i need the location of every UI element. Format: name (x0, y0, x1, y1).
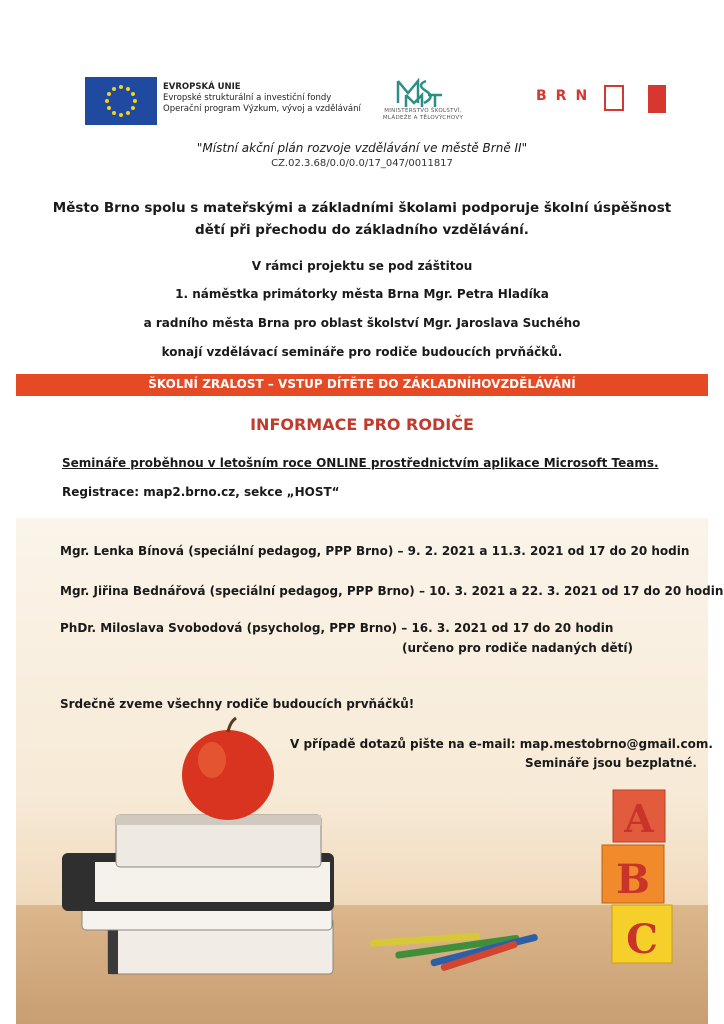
eu-funds-line: Evropské strukturální a investiční fondy (163, 93, 332, 103)
seminar-3: PhDr. Miloslava Svobodová (psycholog, PPP Brno) – 16. 3. 2021 od 17 do 20 hodin (60, 621, 614, 635)
project-title: "Místní akční plán rozvoje vzdělávání ve městě Brně II" (196, 141, 528, 155)
msmt-caption-line1: MINISTERSTVO ŠKOLSTVÍ, (384, 108, 462, 114)
eu-program-line: Operační program Výzkum, vývoj a vzdělávání (163, 104, 361, 114)
msmt-caption-line2: MLÁDEŽE A TĚLOVÝCHOVY (382, 115, 464, 121)
intro-line-3: V rámci projektu se pod záštitou (251, 259, 473, 273)
eu-title: EVROPSKÁ UNIE (163, 82, 241, 92)
free-note: Semináře jsou bezplatné. (525, 756, 697, 770)
project-code: CZ.02.3.68/0.0/0.0/17_047/0011817 (271, 158, 453, 169)
seminar-note: (určeno pro rodiče nadaných dětí) (402, 641, 633, 655)
intro-line-1: Město Brno spolu s mateřskými a základními školami podporuje školní úspěšnost (52, 200, 672, 216)
intro-line-2: dětí při přechodu do základního vzdělávání. (195, 222, 529, 238)
block-b-letter: B (616, 856, 650, 903)
intro-line-5: a radního města Brna pro oblast školství Mgr. Jaroslava Suchého (143, 316, 581, 330)
block-c-letter: C (626, 916, 658, 963)
info-title: INFORMACE PRO RODIČE (250, 415, 474, 434)
invite-text: Srdečně zveme všechny rodiče budoucích prvňáčků! (60, 697, 415, 711)
seminar-2: Mgr. Jiřina Bednářová (speciální pedagog, PPP Brno) – 10. 3. 2021 a 22. 3. 2021 od 17 do 20 hodin (60, 584, 724, 598)
intro-line-4: 1. náměstka primátorky města Brna Mgr. Petra Hladíka (175, 287, 549, 301)
pencils-icon (370, 932, 538, 971)
banner-text: ŠKOLNÍ ZRALOST – VSTUP DÍTĚTE DO ZÁKLADNÍHOVZDĚLÁVÁNÍ (148, 377, 576, 391)
block-a-letter: A (624, 796, 654, 841)
intro-line-6: konají vzdělávací semináře pro rodiče budoucích prvňáčků. (161, 345, 563, 359)
contact-email: V případě dotazů pište na e-mail: map.mestobrno@gmail.com. (290, 737, 713, 751)
brno-logo-text: BRN (536, 88, 597, 104)
books-stack-icon (62, 815, 334, 974)
apple-icon (182, 718, 274, 820)
online-note: Semináře proběhnou v letošním roce ONLINE prostřednictvím aplikace Microsoft Teams. (62, 456, 659, 470)
registration-info: Registrace: map2.brno.cz, sekce „HOST“ (62, 485, 340, 499)
seminar-1: Mgr. Lenka Bínová (speciální pedagog, PPP Brno) – 9. 2. 2021 a 11.3. 2021 od 17 do 20 hodin (60, 544, 690, 558)
